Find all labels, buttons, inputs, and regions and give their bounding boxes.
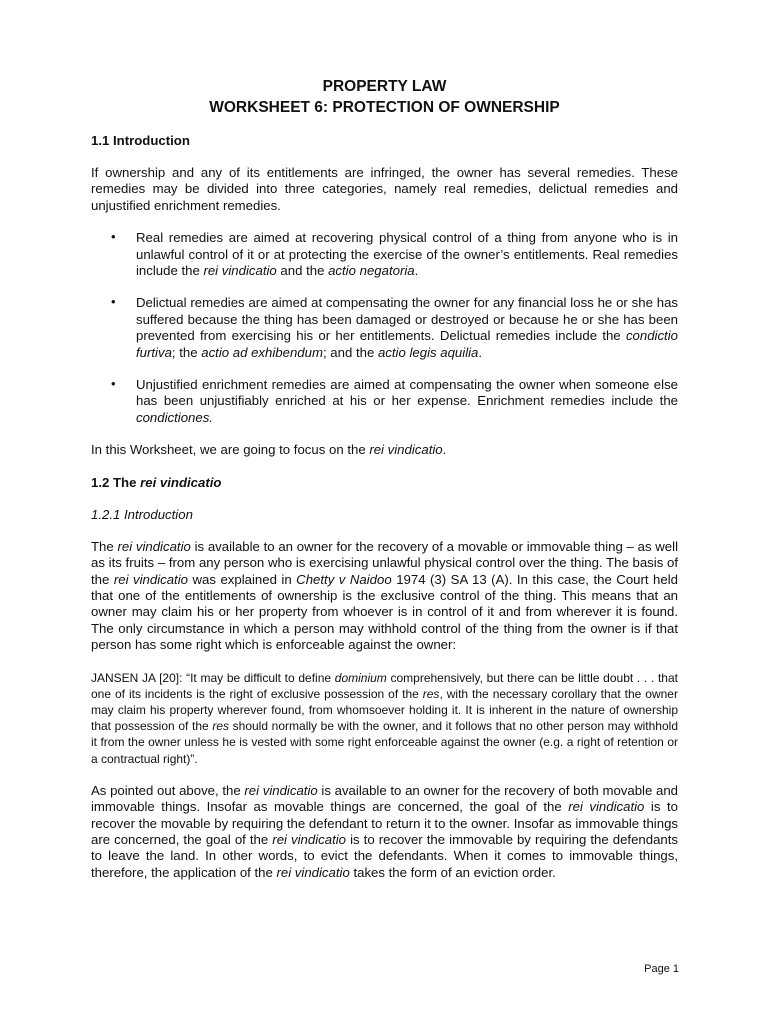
para-italic: rei vindicatio [272, 831, 346, 847]
bullet-text: and the [276, 263, 329, 279]
list-item [91, 377, 678, 426]
quote-text: JANSEN JA [20]: “It may be difficult to define [91, 670, 335, 685]
remedies-list [91, 230, 678, 426]
bullet-text: ; the [171, 344, 202, 360]
para-text: was explained in [187, 571, 297, 587]
para-text: is available to an owner for the recovery of a movable or immovable thing – as well as its fruits – from any person who is exercising unlawful physical control over the thing. The basis of the [91, 538, 678, 587]
para-text: is to recover the immovable by requiring the defendants to leave the land. In other words, to evict the defendants. When it comes to immovable things, therefore, the application of the [91, 831, 678, 880]
bullet-icon: • [111, 376, 116, 392]
quote-text: should normally be with the owner, and it follows that no other person may withhold it from the owner unless he is vested with some right enforceable against the owner (e.g. a right of retention or a contractual right)”. [91, 719, 678, 766]
bullet-text: Real remedies are aimed at recovering physical control of a thing from anyone who is in unlawful control of it or at protecting the exercise of the owner’s entitlements. Real remedies include the [136, 230, 678, 279]
bullet-italic: actio negatoria [328, 263, 415, 279]
bullet-italic: condictio furtiva [136, 328, 678, 360]
bullet-icon: • [111, 294, 116, 310]
page-number: Page 1 [644, 963, 679, 975]
block-quote [91, 670, 678, 767]
para-text: As pointed out above, the [91, 782, 245, 798]
list-item [91, 230, 678, 279]
bullet-text: . [414, 263, 419, 279]
heading-italic: rei vindicatio [140, 474, 222, 490]
bullet-italic: condictiones. [136, 409, 213, 425]
bullet-text: . [478, 344, 483, 360]
document-title [91, 76, 678, 118]
title-line-1: PROPERTY LAW [322, 78, 447, 95]
rei-vindicatio-paragraph [91, 539, 678, 654]
bullet-icon: • [111, 229, 116, 245]
quote-italic: res [422, 686, 440, 701]
list-item [91, 295, 678, 361]
para-text: The [91, 538, 118, 554]
bullet-italic: actio ad exhibendum [201, 344, 323, 360]
para-italic: rei vindicatio [244, 782, 318, 798]
title-line-2: WORKSHEET 6: PROTECTION OF OWNERSHIP [209, 99, 560, 116]
para-text: 1974 (3) SA 13 (A). In this case, the Court held that one of the entitlements of ownership is the exclusive control of the thing. This means that an owner may claim his or her property from whoever is in control of it and from wherever it is found. The only circumstance in which a person may withhold control of the thing from the owner is if that person has some right which is enforceable against the owner: [91, 571, 678, 653]
heading-text: 1.2 The [91, 474, 141, 490]
para-italic: rei vindicatio [568, 799, 645, 815]
bullet-text: ; and the [322, 344, 378, 360]
focus-italic: rei vindicatio [369, 442, 443, 458]
document-page [91, 76, 678, 881]
para-italic: rei vindicatio [117, 538, 191, 554]
section-heading-1-1: 1.1 Introduction [91, 133, 190, 148]
focus-paragraph [91, 442, 678, 458]
bullet-text: Unjustified enrichment remedies are aimed at compensating the owner when someone else has been unjustifiably enriched at his or her expense. Enrichment remedies include the [136, 377, 678, 409]
quote-italic: res [212, 719, 230, 734]
focus-text: . [442, 442, 447, 458]
para-italic: rei vindicatio [276, 864, 350, 880]
quote-italic: dominium [334, 670, 387, 685]
bullet-text: Delictual remedies are aimed at compensating the owner for any financial loss he or she has suffered because the thing has been damaged or destroyed or because he or she has been prevented from exercising his or her entitlements. Delictual remedies include the [136, 295, 678, 344]
bullet-italic: actio legis aquilia [377, 344, 479, 360]
para-italic: Chetty v Naidoo [296, 571, 392, 587]
section-heading-1-2 [91, 475, 678, 490]
sub-heading-1-2-1: 1.2.1 Introduction [91, 506, 193, 522]
focus-text: In this Worksheet, we are going to focus on the [91, 442, 370, 458]
bullet-italic: rei vindicatio [203, 263, 277, 279]
quote-text: , with the necessary corollary that the owner may claim his property wherever found, from whomsoever holding it. It is inherent in the nature of ownership that possession of the [91, 686, 678, 734]
quote-text: comprehensively, but there can be little doubt . . . that one of its incidents is the right of exclusive possession of the [91, 670, 678, 701]
para-italic: rei vindicatio [113, 571, 188, 587]
para-text: takes the form of an eviction order. [349, 864, 556, 880]
intro-paragraph: If ownership and any of its entitlements are infringed, the owner has several remedies. These remedies may be divided into three categories, namely real remedies, delictual remedies and unjustified enrichment remedies. [91, 165, 678, 213]
para-text: is to recover the movable by requiring the defendant to return it to the owner. Insofar as immovable things are concerned, the goal of the [91, 799, 678, 847]
para-text: is available to an owner for the recovery of both movable and immovable things. Insofar as movable things are concerned, the goal of the [91, 782, 678, 815]
eviction-paragraph [91, 783, 678, 881]
